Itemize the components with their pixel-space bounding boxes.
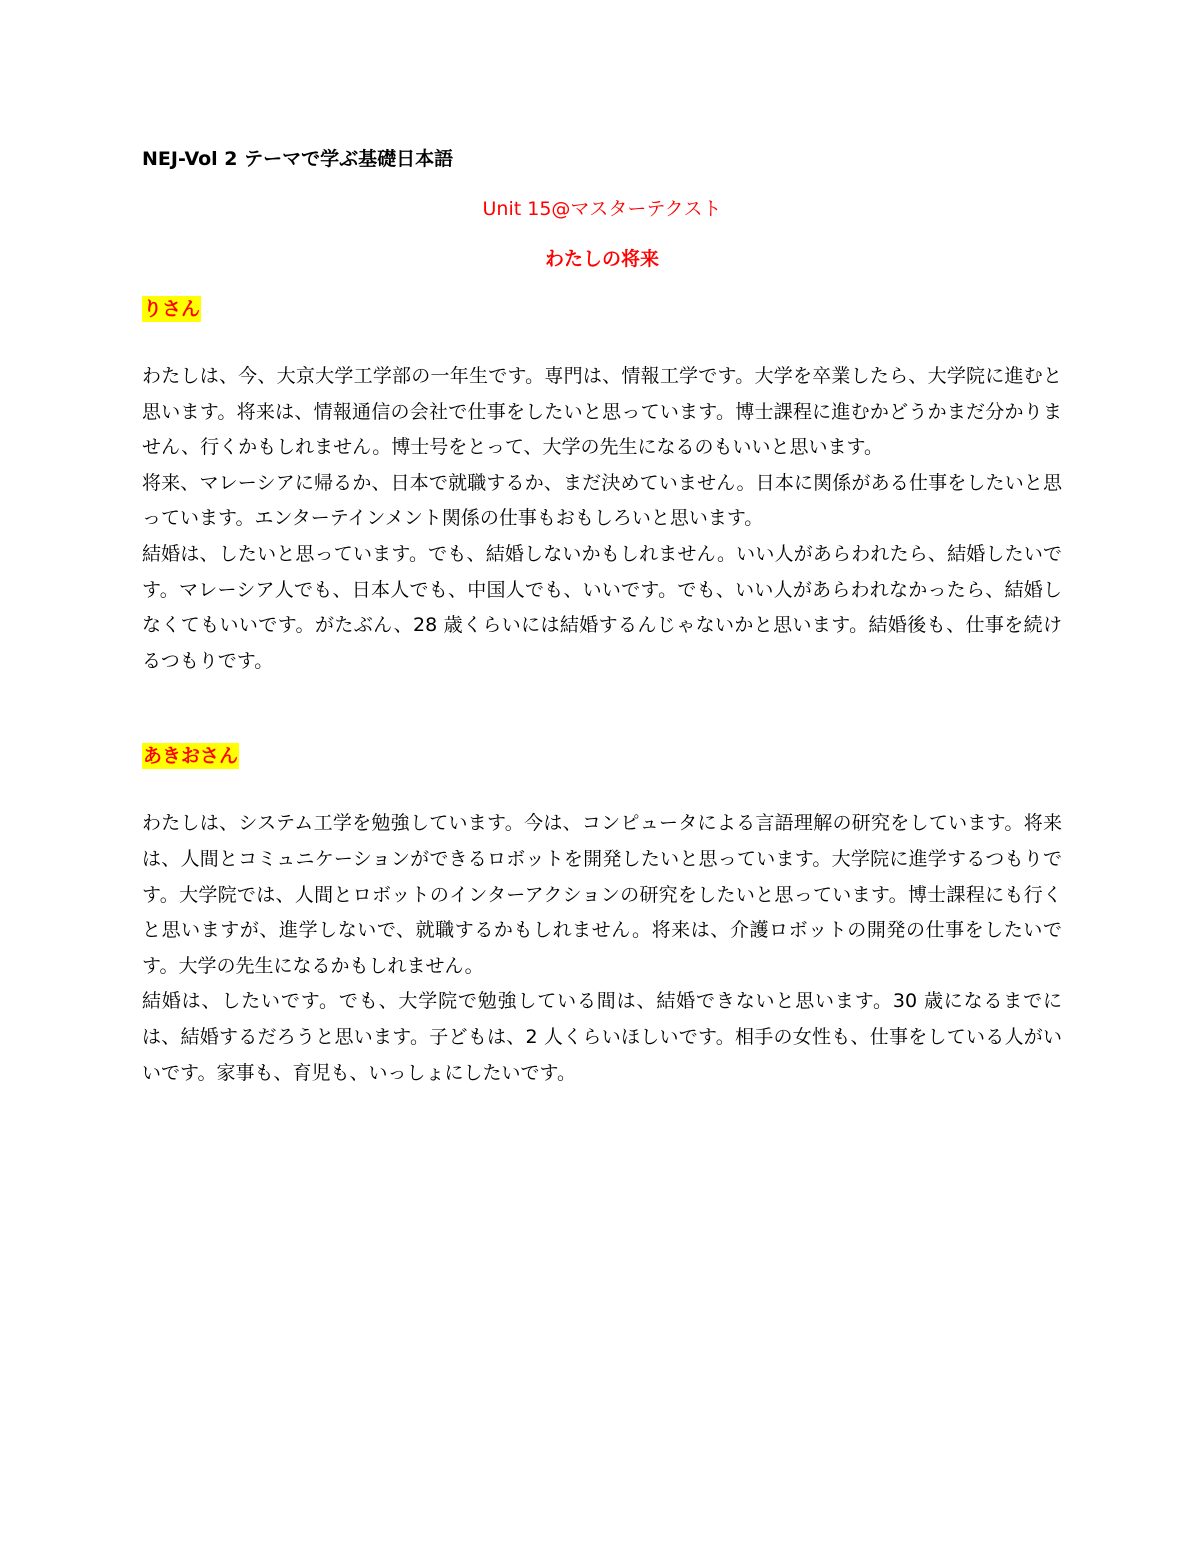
speaker-heading-1 [142,296,1062,322]
paragraph: 結婚は、したいと思っています。でも、結婚しないかもしれません。いい人があらわれたら、結婚したいです。マレーシア人でも、日本人でも、中国人でも、いいです。でも、いい人があらわれなかったら、結婚しなくてもいいです。がたぶん、28 歳くらいには結婚するんじゃないかと思います。結婚後も、仕事を続けるつもりです。 [142,542,1062,672]
speaker-1-text [142,359,1062,679]
speaker-name: あきおさん [143,745,239,768]
paragraph: 結婚は、したいです。でも、大学院で勉強している間は、結婚できないと思います。30 歳になるまでには、結婚するだろうと思います。子どもは、2 人くらいほしいです。相手の女性も、仕事をしている人がいいです。家事も、育児も、いっしょにしたいです。 [142,990,1062,1084]
paragraph: わたしは、今、大京大学工学部の一年生です。専門は、情報工学です。大学を卒業したら、大学院に進むと思います。将来は、情報通信の会社で仕事をしたいと思っています。博士課程に進むかどうかまだ分かりません、行くかもしれません。博士号をとって、大学の先生になるのもいいと思います。 [142,365,1062,459]
document-content [142,146,1062,1091]
section-title: わたしの将来 [544,248,659,270]
speaker-2-text [142,806,1062,1091]
speaker-heading-2 [142,743,1062,769]
unit-title: Unit 15@マスターテクスト [482,198,722,220]
speaker-name: りさん [143,298,201,320]
paragraph: わたしは、システム工学を勉強しています。今は、コンピュータによる言語理解の研究をしています。将来は、人間とコミュニケーションができるロボットを開発したいと思っています。大学院に進学するつもりです。大学院では、人間とロボットのインターアクションの研究をしたいと思っています。博士課程にも行くと思いますが、進学しないで、就職するかもしれません。将来は、介護ロボットの開発の仕事をしたいです。大学の先生になるかもしれません。 [142,812,1062,977]
paragraph: 将来、マレーシアに帰るか、日本で就職するか、まだ決めていません。日本に関係がある仕事をしたいと思っています。エンターテインメント関係の仕事もおもしろいと思います。 [142,471,1062,530]
document-header: NEJ-Vol 2 テーマで学ぶ基礎日本語 [142,148,454,170]
